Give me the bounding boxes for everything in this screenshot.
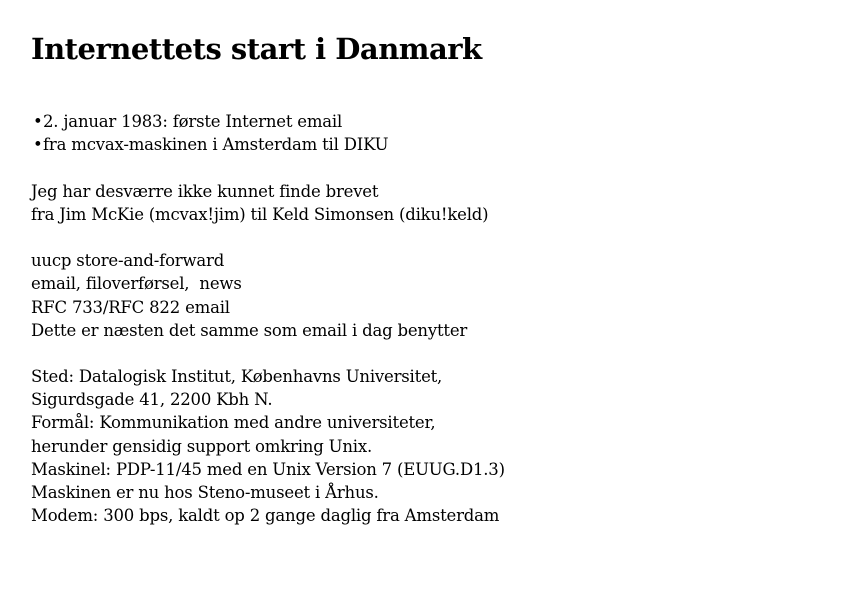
paragraph-letter xyxy=(31,180,505,226)
bullet-item xyxy=(33,110,505,133)
bullet-icon: • xyxy=(33,112,43,131)
slide-body xyxy=(31,110,505,527)
paragraph-details xyxy=(31,365,505,527)
text-line: Sigurdsgade 41, 2200 Kbh N. xyxy=(31,390,273,410)
text-line: Modem: 300 bps, kaldt op 2 gange daglig fra Amsterdam xyxy=(31,506,500,526)
slide-title: Internettets start i Danmark xyxy=(31,32,482,66)
text-line: Maskinel: PDP-11/45 med en Unix Version 7 (EUUG.D1.3) xyxy=(31,459,505,479)
text-line: Jeg har desværre ikke kunnet finde brevet xyxy=(31,181,379,201)
bullet-text: fra mcvax-maskinen i Amsterdam til DIKU xyxy=(43,135,389,155)
bullet-text: 2. januar 1983: første Internet email xyxy=(43,112,343,131)
text-line: Formål: Kommunikation med andre universiteter, xyxy=(31,413,436,433)
paragraph-uucp xyxy=(31,249,505,342)
bullet-list xyxy=(33,110,505,156)
text-line: email, filoverførsel, news xyxy=(31,274,242,294)
bullet-item xyxy=(33,133,505,156)
text-line: Sted: Datalogisk Institut, Københavns Universitet, xyxy=(31,367,443,387)
text-line: herunder gensidig support omkring Unix. xyxy=(31,436,372,456)
text-line: Maskinen er nu hos Steno-museet i Århus. xyxy=(31,483,379,502)
bullet-icon: • xyxy=(33,135,43,155)
text-line: fra Jim McKie (mcvax!jim) til Keld Simonsen (diku!keld) xyxy=(31,204,489,224)
text-line: uucp store-and-forward xyxy=(31,251,225,271)
text-line: RFC 733/RFC 822 email xyxy=(31,297,230,317)
text-line: Dette er næsten det samme som email i dag benytter xyxy=(31,320,468,340)
